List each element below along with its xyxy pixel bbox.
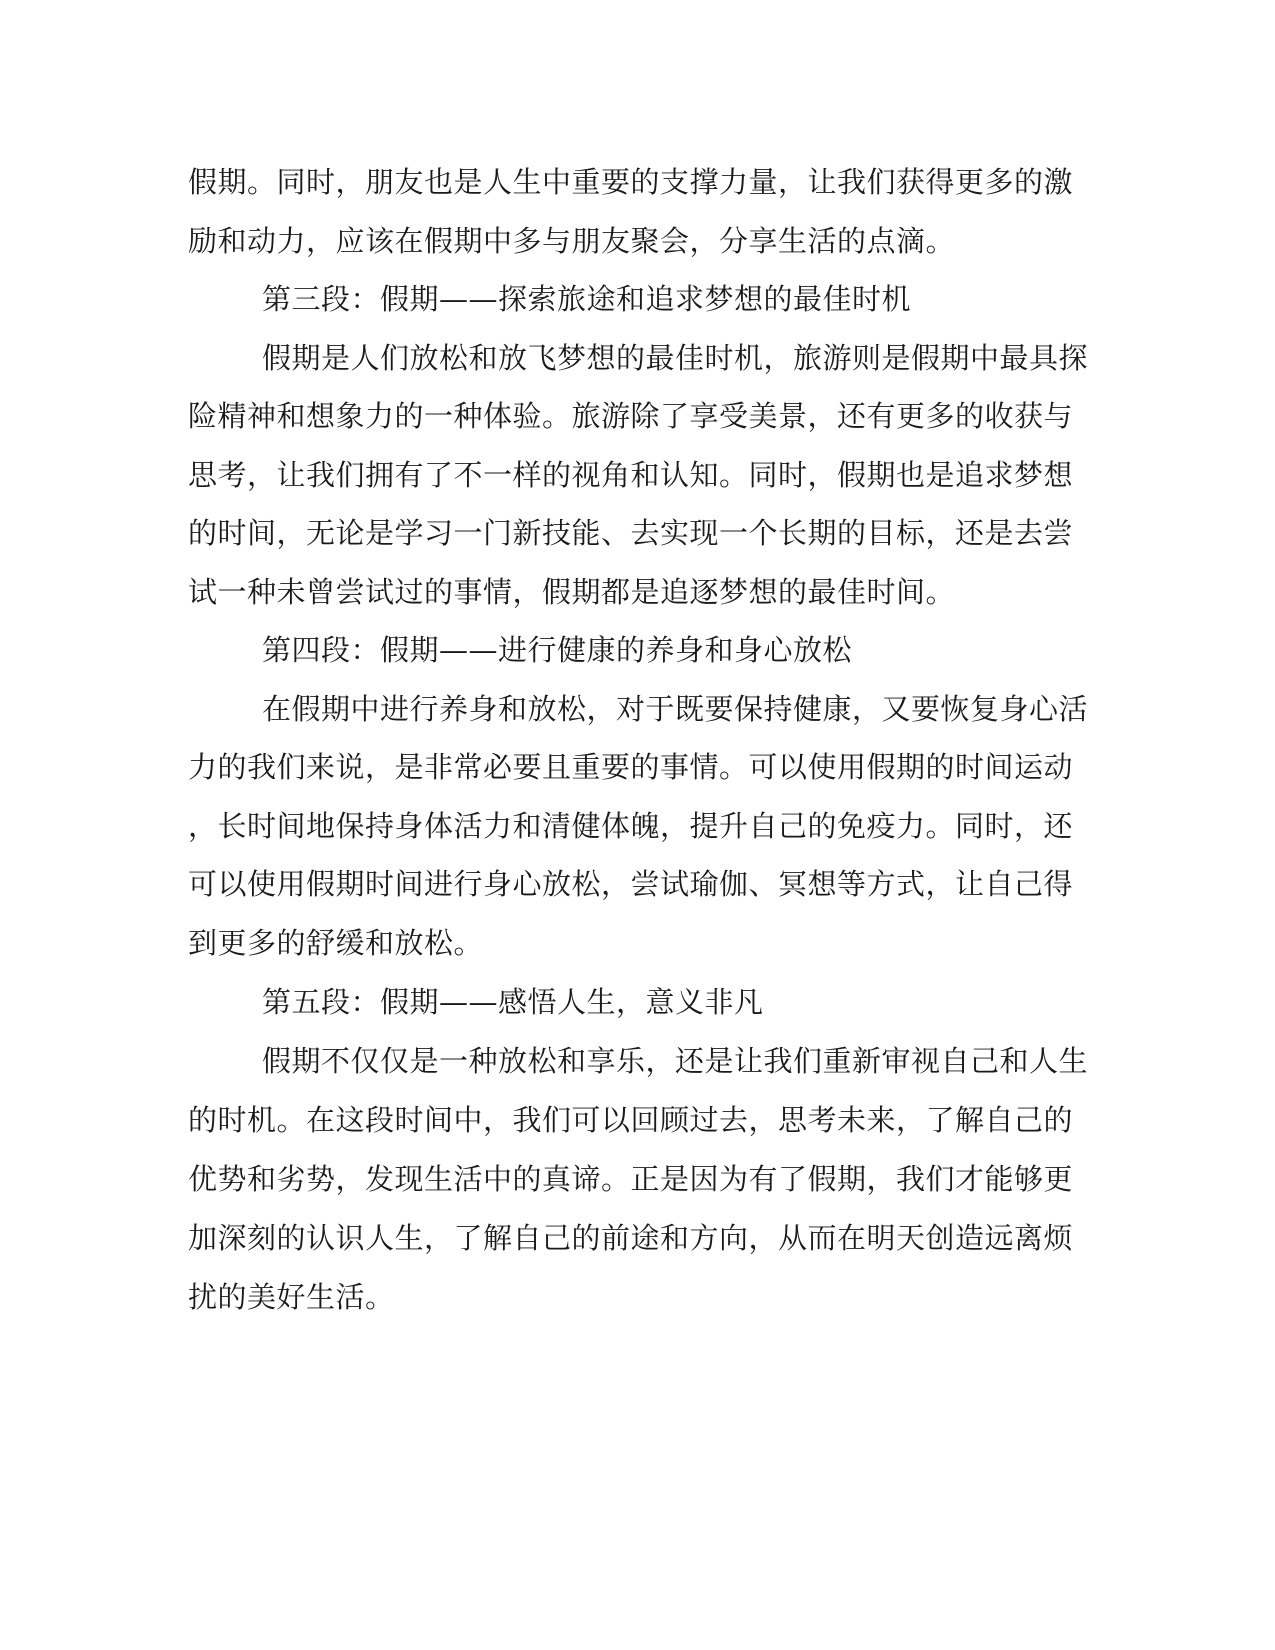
section-heading-4: 第四段：假期——进行健康的养身和身心放松	[262, 633, 853, 667]
text-line: 险精神和想象力的一种体验。旅游除了享受美景，还有更多的收获与	[188, 399, 1074, 433]
text-line: 力的我们来说，是非常必要且重要的事情。可以使用假期的时间运动	[188, 750, 1074, 784]
text-line: 励和动力，应该在假期中多与朋友聚会，分享生活的点滴。	[188, 224, 956, 258]
text-line: 加深刻的认识人生，了解自己的前途和方向，从而在明天创造远离烦	[188, 1221, 1074, 1255]
text-line: 试一种未曾尝试过的事情，假期都是追逐梦想的最佳时间。	[188, 575, 956, 609]
text-line: 扰的美好生活。	[188, 1280, 395, 1314]
text-line: 假期不仅仅是一种放松和享乐，还是让我们重新审视自己和人生	[262, 1044, 1089, 1078]
text-line: ，长时间地保持身体活力和清健体魄，提升自己的免疫力。同时，还	[188, 809, 1074, 843]
text-line: 到更多的舒缓和放松。	[188, 926, 484, 960]
section-heading-3: 第三段：假期——探索旅途和追求梦想的最佳时机	[262, 282, 912, 316]
text-line: 优势和劣势，发现生活中的真谛。正是因为有了假期，我们才能够更	[188, 1162, 1074, 1196]
text-line: 可以使用假期时间进行身心放松，尝试瑜伽、冥想等方式，让自己得	[188, 867, 1074, 901]
text-line: 思考，让我们拥有了不一样的视角和认知。同时，假期也是追求梦想	[188, 458, 1074, 492]
text-line: 的时机。在这段时间中，我们可以回顾过去，思考未来，了解自己的	[188, 1103, 1074, 1137]
text-line: 在假期中进行养身和放松，对于既要保持健康，又要恢复身心活	[262, 692, 1089, 726]
section-heading-5: 第五段：假期——感悟人生，意义非凡	[262, 985, 764, 1019]
text-line: 假期是人们放松和放飞梦想的最佳时机，旅游则是假期中最具探	[262, 341, 1089, 375]
text-line: 假期。同时，朋友也是人生中重要的支撑力量，让我们获得更多的激	[188, 165, 1074, 199]
text-line: 的时间，无论是学习一门新技能、去实现一个长期的目标，还是去尝	[188, 516, 1074, 550]
